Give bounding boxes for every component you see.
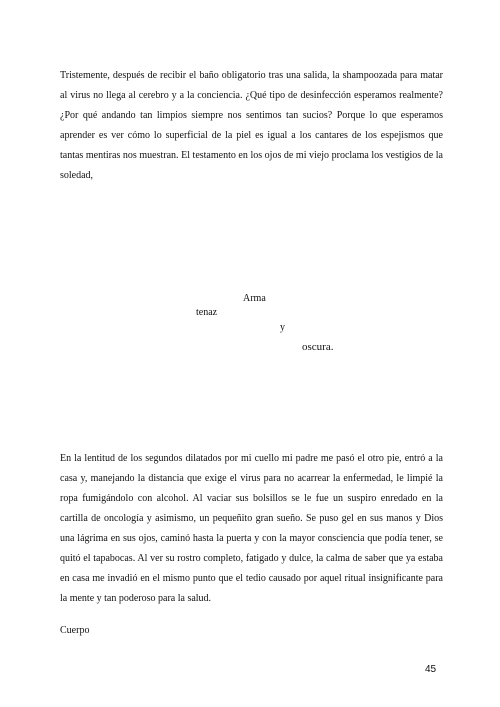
scattered-word-oscura: oscura.: [302, 341, 334, 353]
scattered-word-tenaz: tenaz: [196, 307, 218, 318]
closing-word: Cuerpo: [60, 625, 90, 636]
scattered-word-arma: Arma: [243, 293, 266, 304]
paragraph-1: Tristemente, después de recibir el baño obligatorio tras una salida, la shampoozada para matar al virus no llega al cerebro y a la conciencia. ¿Qué tipo de desinfección esperamos realmente? ¿Por qué andando tan limpios siempre nos sentimos tan sucios? Porque lo que esperamos aprender es ver cómo lo superficial de la piel es igual a los cantares de los espejismos que tantas mentiras nos muestran. El testamento en los ojos de mi viejo proclama los vestigios de la soledad,: [60, 70, 443, 181]
page-number: 45: [425, 664, 437, 675]
paragraph-2: En la lentitud de los segundos dilatados por mi cuello mi padre me pasó el otro pie, entró a la casa y, manejando la distancia que exige el virus para no acarrear la enfermedad, le limpié la ropa fumigándolo con alcohol. Al vaciar sus bolsillos se le fue un suspiro enredado en la cartilla de oncología y asimismo, un pequeñito gran sueño. Se puso gel en sus manos y Dios una lágrima en sus ojos, caminó hasta la puerta y con la mayor consciencia que podía tener, se quitó el tapabocas. Al ver su rostro completo, fatigado y dulce, la calma de saber que ya estaba en casa me invadió en el mismo punto que el tedio causado por aquel ritual insignificante para la mente y tan poderoso para la salud.: [60, 453, 443, 604]
scattered-word-y: y: [280, 322, 285, 333]
